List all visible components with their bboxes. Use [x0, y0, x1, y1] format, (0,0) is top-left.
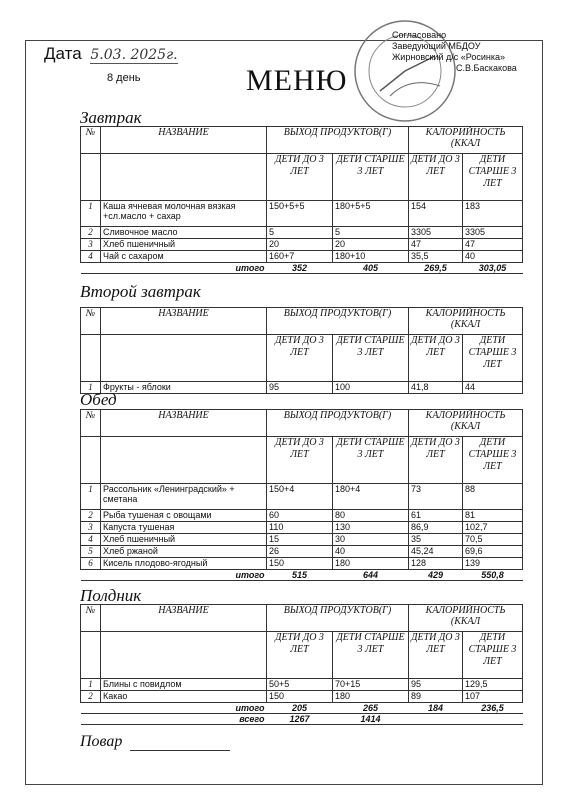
table-row: 3 Капуста тушеная 110 130 86,9 102,7 — [81, 522, 523, 534]
col-yield: ВЫХОД ПРОДУКТОВ(Г) — [267, 127, 409, 154]
section-title-lunch: Обед — [80, 390, 117, 409]
table-row: 1 Блины с повидлом 50+5 70+15 95 129,5 — [81, 679, 523, 691]
table-row: 1 Фрукты - яблоки 95 100 41,8 44 — [81, 382, 523, 394]
col-calories: КАЛОРИЙНОСТЬ (ККАЛ — [409, 127, 523, 154]
table-lunch: № НАЗВАНИЕ ВЫХОД ПРОДУКТОВ(Г) КАЛОРИЙНОСТЬ (ККАЛ ДЕТИ ДО 3 ЛЕТ ДЕТИ СТАРШЕ 3 ЛЕТ ДЕТИ ДО 3 ЛЕТ ДЕТИ СТАРШЕ 3 ЛЕТ 1 Рассольник «Ленинградский» + сметана 150+4 180+4 73 88 2 Рыба тушеная с овощами 60 80 61 81 3 Капуста тушеная 110 130 86,9 102,7 4 Хлеб пшеничный 15 30 35 70,5 5 Хлеб ржаной 26 40 45,24 69,6 6 Кисель плодово-ягодный 150 180 128 139 итого 515 644 429 550,8 — [80, 409, 523, 581]
table-row: 2 Рыба тушеная с овощами 60 80 61 81 — [81, 510, 523, 522]
approval-line: Заведующий МБДОУ — [392, 41, 481, 51]
table-breakfast — [80, 126, 523, 274]
table-second-breakfast: № НАЗВАНИЕ ВЫХОД ПРОДУКТОВ(Г) КАЛОРИЙНОСТЬ (ККАЛ ДЕТИ ДО 3 ЛЕТ ДЕТИ СТАРШЕ 3 ЛЕТ ДЕТИ ДО 3 ЛЕТ ДЕТИ СТАРШЕ 3 ЛЕТ 1 Фрукты - яблоки 95 100 41,8 44 — [80, 307, 523, 394]
total-row: итого 515 644 429 550,8 — [81, 570, 523, 581]
approval-line: Жирновский д/с «Росинка» — [392, 52, 506, 62]
day-label: 8 день — [107, 72, 141, 84]
section-title-second-breakfast: Второй завтрак — [80, 282, 201, 301]
page-title: МЕНЮ — [246, 64, 348, 97]
col-num-sub — [81, 154, 101, 201]
table-row: 4 Чай с сахаром 160+7 180+10 35,5 40 — [81, 251, 523, 263]
table-row: 2 Какао 150 180 89 107 — [81, 691, 523, 703]
table-row: 5 Хлеб ржаной 26 40 45,24 69,6 — [81, 546, 523, 558]
table-row: 4 Хлеб пшеничный 15 30 35 70,5 — [81, 534, 523, 546]
section-title-snack: Полдник — [80, 586, 142, 605]
table-row: 6 Кисель плодово-ягодный 150 180 128 139 — [81, 558, 523, 570]
table-snack: № НАЗВАНИЕ ВЫХОД ПРОДУКТОВ(Г) КАЛОРИЙНОСТЬ (ККАЛ ДЕТИ ДО 3 ЛЕТ ДЕТИ СТАРШЕ 3 ЛЕТ ДЕТИ ДО 3 ЛЕТ ДЕТИ СТАРШЕ 3 ЛЕТ 1 Блины с повидлом 50+5 70+15 95 129,5 2 Какао 150 180 89 107 итого 205 265 184 236,5 всего 1267 1414 — [80, 604, 523, 725]
date-label: Дата — [44, 44, 82, 63]
cook-signature-line — [80, 733, 230, 751]
approval-line: Согласовано — [392, 30, 447, 40]
col-name-sub — [101, 154, 267, 201]
approval-block — [392, 30, 517, 74]
table-row: 2 Сливочное масло 5 5 3305 3305 — [81, 227, 523, 239]
col-cal-under3: ДЕТИ ДО 3 ЛЕТ — [409, 154, 463, 201]
total-row: итого 352 405 269,5 303,05 — [81, 263, 523, 274]
table-row: 3 Хлеб пшеничный 20 20 47 47 — [81, 239, 523, 251]
table-row: 1 Рассольник «Ленинградский» + сметана 150+4 180+4 73 88 — [81, 484, 523, 510]
section-title-breakfast: Завтрак — [80, 108, 142, 127]
cook-label: Повар — [80, 733, 123, 750]
approval-line: С.В.Баскакова — [456, 63, 517, 73]
date-line — [44, 44, 178, 64]
grand-total-row: всего 1267 1414 — [81, 714, 523, 725]
date-value: 5.03. 2025г. — [90, 47, 178, 63]
col-num: № — [81, 127, 101, 154]
table-row: 1 Каша ячневая молочная вязкая +сл.масло + сахар 150+5+5 180+5+5 154 183 — [81, 201, 523, 227]
col-cal-over3: ДЕТИ СТАРШЕ 3 ЛЕТ — [463, 154, 523, 201]
col-name: НАЗВАНИЕ — [101, 127, 267, 154]
signature-icon — [130, 736, 230, 751]
total-row: итого 205 265 184 236,5 — [81, 703, 523, 714]
col-yield-over3: ДЕТИ СТАРШЕ 3 ЛЕТ — [333, 154, 409, 201]
col-yield-under3: ДЕТИ ДО 3 ЛЕТ — [267, 154, 333, 201]
